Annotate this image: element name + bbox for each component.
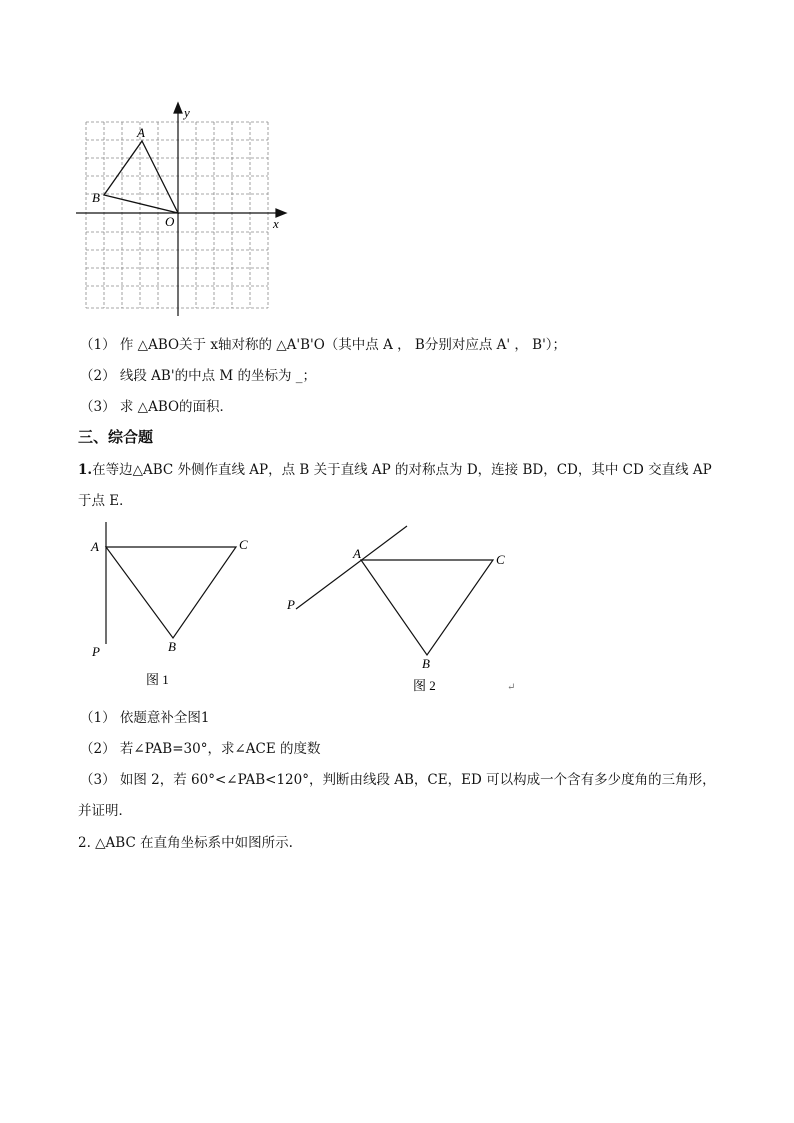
problem-1-statement-cont: 于点 E． [78, 493, 133, 509]
grid-lines [86, 122, 268, 308]
sub-question-text: 依题意补全图1 [119, 710, 210, 726]
fig1-label-a: A [91, 539, 99, 554]
label-a: A [137, 125, 145, 140]
problem-number: 1. [78, 462, 93, 478]
return-mark: ↵ [507, 682, 516, 693]
coordinate-grid-figure [70, 100, 300, 322]
question-text: 求 △ABO的面积． [119, 399, 234, 415]
line-ap [296, 526, 407, 609]
fig2-label-c: C [496, 552, 505, 567]
equilateral-triangle-figure-1 [86, 520, 256, 690]
question-part-2 [80, 364, 316, 384]
question-text: 线段 AB'的中点 M 的坐标为 _； [119, 368, 317, 384]
axes [76, 103, 286, 316]
fig1-label-c: C [239, 537, 248, 552]
question-number: （1） [80, 337, 116, 353]
question-part-1 [80, 333, 566, 353]
label-o: O [165, 214, 175, 229]
sub-question-number: （2） [80, 741, 116, 757]
fig1-caption: 图 1 [146, 672, 169, 687]
fig2-caption: 图 2 [413, 678, 436, 693]
section-heading: 三、综合题 [78, 428, 154, 446]
triangle-abc [361, 560, 493, 655]
problem-text-line1: 在等边△ABC 外侧作直线 AP，点 B 关于直线 AP 的对称点为 D，连接 BD，CD，其中 CD 交直线 AP [92, 462, 712, 478]
sub-question-2 [80, 737, 321, 757]
equilateral-triangle-figure-2 [280, 520, 520, 700]
question-number: （2） [80, 368, 116, 384]
label-b: B [92, 190, 100, 205]
question-number: （3） [80, 399, 116, 415]
question-text: 作 △ABO关于 x轴对称的 △A'B'O（其中点 A ， B分别对应点 A' ， B'）； [119, 337, 567, 353]
sub-question-3 [80, 768, 716, 788]
fig1-label-p: P [92, 644, 100, 659]
fig2-label-p: P [287, 597, 295, 612]
label-x-axis: x [273, 216, 279, 231]
label-y-axis: y [184, 105, 190, 120]
sub-question-number: （3） [80, 772, 116, 788]
sub-question-3-cont: 并证明． [78, 803, 132, 819]
question-part-3 [80, 395, 233, 415]
problem-1-statement [78, 458, 712, 478]
triangle-abo [104, 141, 178, 213]
triangle-abc [106, 547, 236, 638]
sub-question-text: 若∠PAB=30°，求∠ACE 的度数 [119, 741, 321, 757]
fig2-label-b: B [422, 656, 430, 671]
sub-question-text: 如图 2，若 60°<∠PAB<120°，判断由线段 AB，CE，ED 可以构成一个含有多少度角的三角形， [119, 772, 716, 788]
sub-question-1 [80, 706, 209, 726]
problem-2-statement: 2. △ABC 在直角坐标系中如图所示. [78, 835, 293, 851]
sub-question-number: （1） [80, 710, 116, 726]
fig1-label-b: B [168, 639, 176, 654]
fig2-label-a: A [353, 546, 361, 561]
